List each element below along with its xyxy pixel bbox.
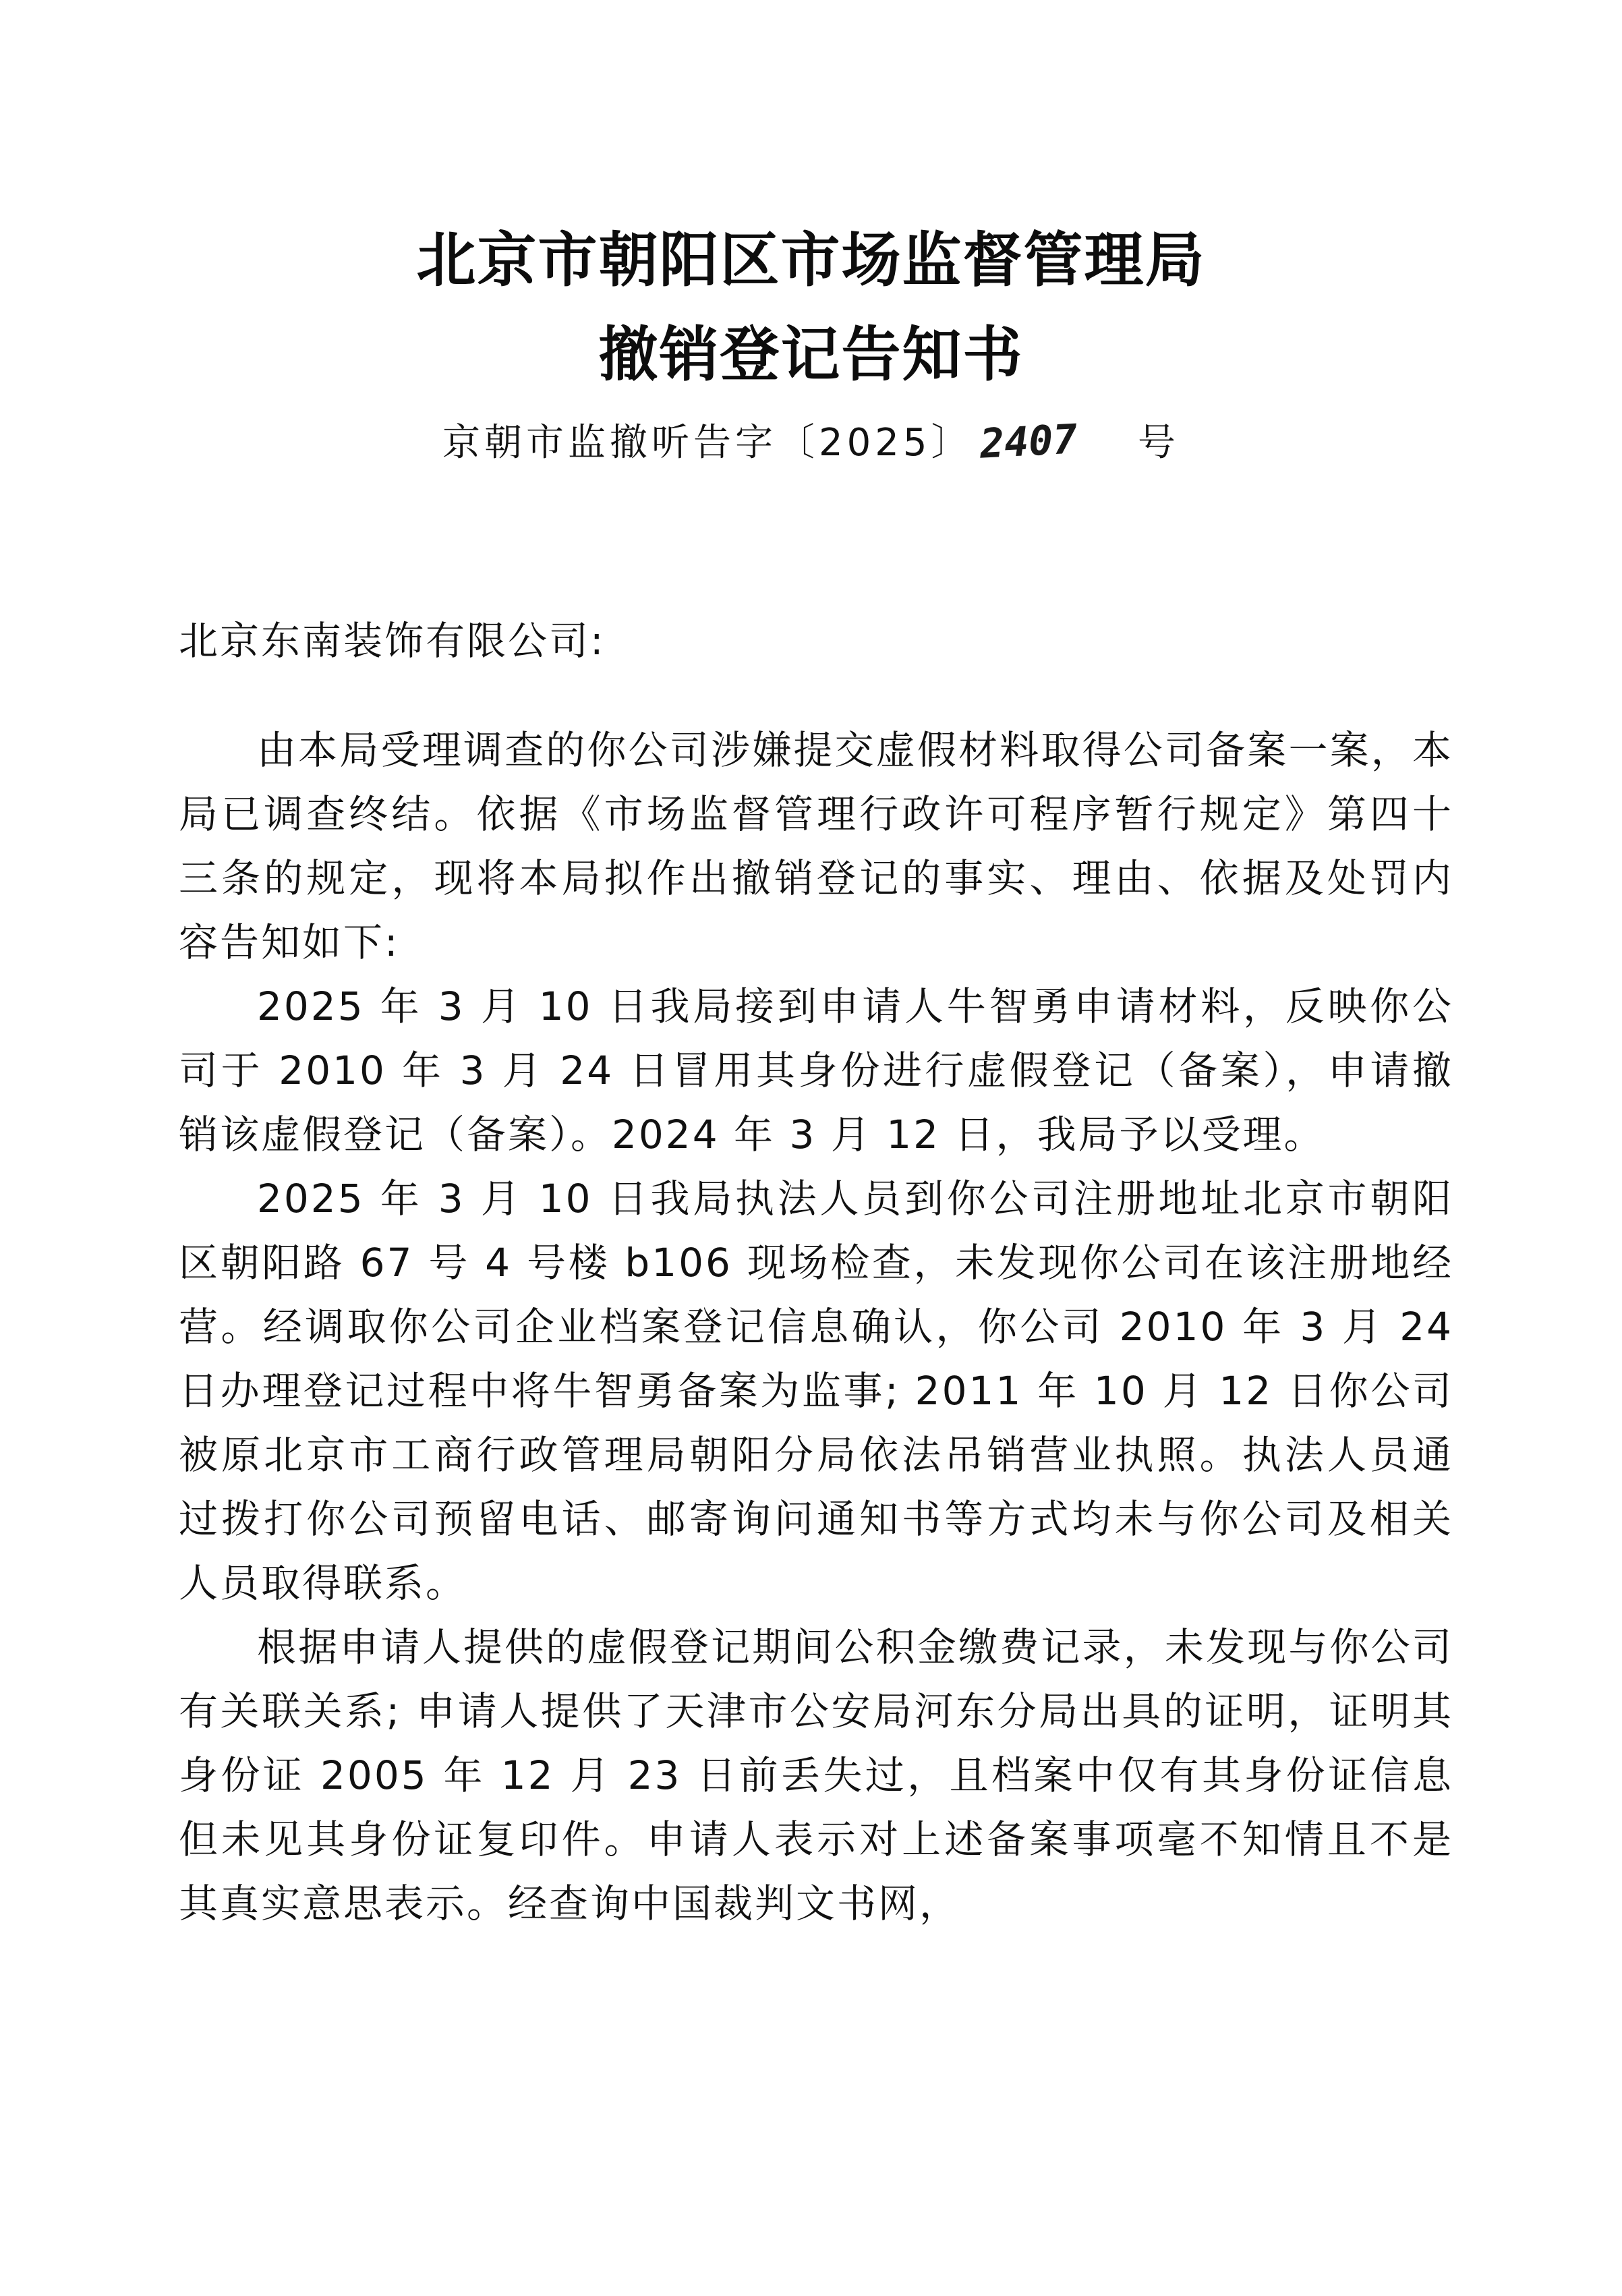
body-paragraph: 2025 年 3 月 10 日我局执法人员到你公司注册地址北京市朝阳区朝阳路 67 号 4 号楼 b106 现场检查，未发现你公司在该注册地经营。经调取你公司企业档案登记信息确认，你公司 2010 年 3 月 24 日办理登记过程中将牛智勇备案为监事; 2011 年 10 月 12 日你公司被原北京市工商行政管理局朝阳分局依法吊销营业执照。执法人员通过拨打你公司预留电话、邮寄询问通知书等方式均未与你公司及相关人员取得联系。 bbox=[179, 1176, 1453, 1606]
addressee: 北京东南装饰有限公司: bbox=[179, 618, 606, 664]
document-number-prefix: 京朝市监撤听告字〔2025〕 bbox=[442, 421, 973, 465]
body-paragraph: 2025 年 3 月 10 日我局接到申请人牛智勇申请材料，反映你公司于 2010 年 3 月 24 日冒用其身份进行虚假登记（备案），申请撤销该虚假登记（备案）。2024 年 3 月 12 日，我局予以受理。 bbox=[179, 983, 1453, 1157]
document-body bbox=[179, 718, 1453, 1936]
document-number bbox=[0, 411, 1622, 473]
handwritten-number: 2407 bbox=[978, 415, 1078, 468]
document-title-agency: 北京市朝阳区市场监督管理局 bbox=[416, 225, 1206, 295]
body-paragraph: 根据申请人提供的虚假登记期间公积金缴费记录，未发现与你公司有关联关系; 申请人提供了天津市公安局河东分局出具的证明，证明其身份证 2005 年 12 月 23 日前丢失过，且档案中仅有其身份证信息但未见其身份证复印件。申请人表示对上述备案事项毫不知情且不是其真实意思表示。经查询中国裁判文书网， bbox=[179, 1624, 1453, 1926]
document-title-type: 撤销登记告知书 bbox=[598, 319, 1024, 389]
body-paragraph: 由本局受理调查的你公司涉嫌提交虚假材料取得公司备案一案，本局已调查终结。依据《市场监督管理行政许可程序暂行规定》第四十三条的规定，现将本局拟作出撤销登记的事实、理由、依据及处罚内容告知如下: bbox=[179, 727, 1453, 965]
document-number-suffix: 号 bbox=[1138, 421, 1180, 465]
